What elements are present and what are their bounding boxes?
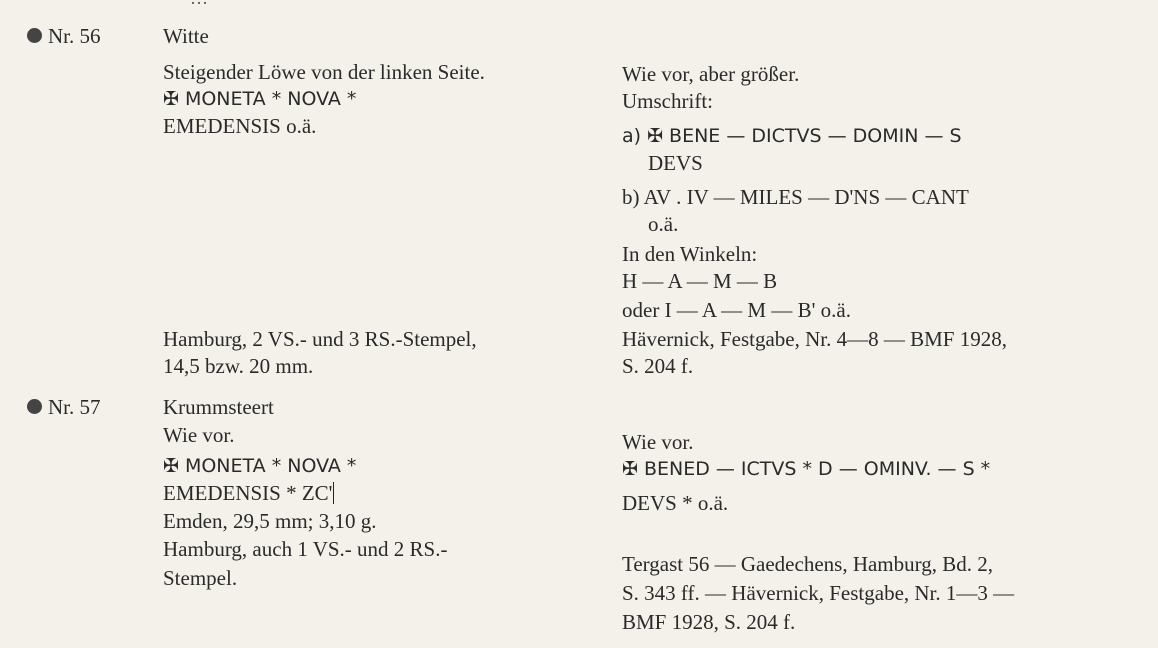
top-cut-fragment [190,0,208,9]
entry-56-mint-line-1: Hamburg, 2 VS.- und 3 RS.-Stempel, [163,327,477,351]
entry-57-obverse-line-3 [163,481,334,505]
entry-56-name: Witte [163,24,209,48]
entry-57-literature-line-2: S. 343 ff. — Hävernick, Festgabe, Nr. 1—3 — [622,581,1015,605]
entry-56-reverse-line-8: H — A — M — B [622,269,778,293]
entry-57-name: Krummsteert [163,395,274,419]
entry-56-reverse-line-2: Umschrift: [622,89,713,113]
entry-57-obverse-line-1: Wie vor. [163,423,235,447]
entry-57-obverse-line-3-text: EMEDENSIS * ZC' [163,481,333,505]
entry-56-reverse-line-9: oder I — A — M — B' o.ä. [622,298,851,322]
entry-57-mint-line-1: Hamburg, auch 1 VS.- und 2 RS.- [163,537,448,561]
entry-57-bullet-icon [27,399,42,414]
entry-56-reverse-line-4: DEVS [648,151,703,175]
entry-57-obverse-line-4: Emden, 29,5 mm; 3,10 g. [163,509,377,533]
entry-57-reverse-line-3: DEVS * o.ä. [622,491,729,515]
entry-57-literature-line-3: BMF 1928, S. 204 f. [622,610,796,634]
entry-57-reverse-line-2: ✠ BENED — ICTVS * D — OMINV. — S * [622,458,991,480]
entry-56-literature-line-2: S. 204 f. [622,354,694,378]
entry-56-reverse-line-1: Wie vor, aber größer. [622,62,800,86]
entry-56-mint-line-2: 14,5 bzw. 20 mm. [163,354,314,378]
entry-56-obverse-line-1: Steigender Löwe von der linken Seite. [163,60,485,84]
entry-57-literature-line-1: Tergast 56 — Gaedechens, Hamburg, Bd. 2, [622,552,994,576]
entry-56-obverse-line-3: EMEDENSIS o.ä. [163,114,317,138]
entry-57-number: Nr. 57 [48,395,101,419]
entry-56-bullet-icon [27,28,42,43]
entry-56-literature-line-1: Hävernick, Festgabe, Nr. 4—8 — BMF 1928, [622,327,1007,351]
entry-56-reverse-line-5: b) AV . IV — MILES — D'NS — CANT [622,185,969,209]
entry-56-obverse-line-2: ✠ MONETA * NOVA * [163,88,357,110]
entry-56-reverse-line-7: In den Winkeln: [622,242,758,266]
entry-56-number: Nr. 56 [48,24,101,48]
entry-57-reverse-line-1: Wie vor. [622,430,694,454]
entry-56-reverse-line-3: a) ✠ BENE — DICTVS — DOMIN — S [622,125,962,147]
entry-56-reverse-line-6: o.ä. [648,212,679,236]
entry-57-mint-line-2: Stempel. [163,566,238,590]
text-cursor-icon [333,482,334,504]
entry-57-obverse-line-2: ✠ MONETA * NOVA * [163,455,357,477]
